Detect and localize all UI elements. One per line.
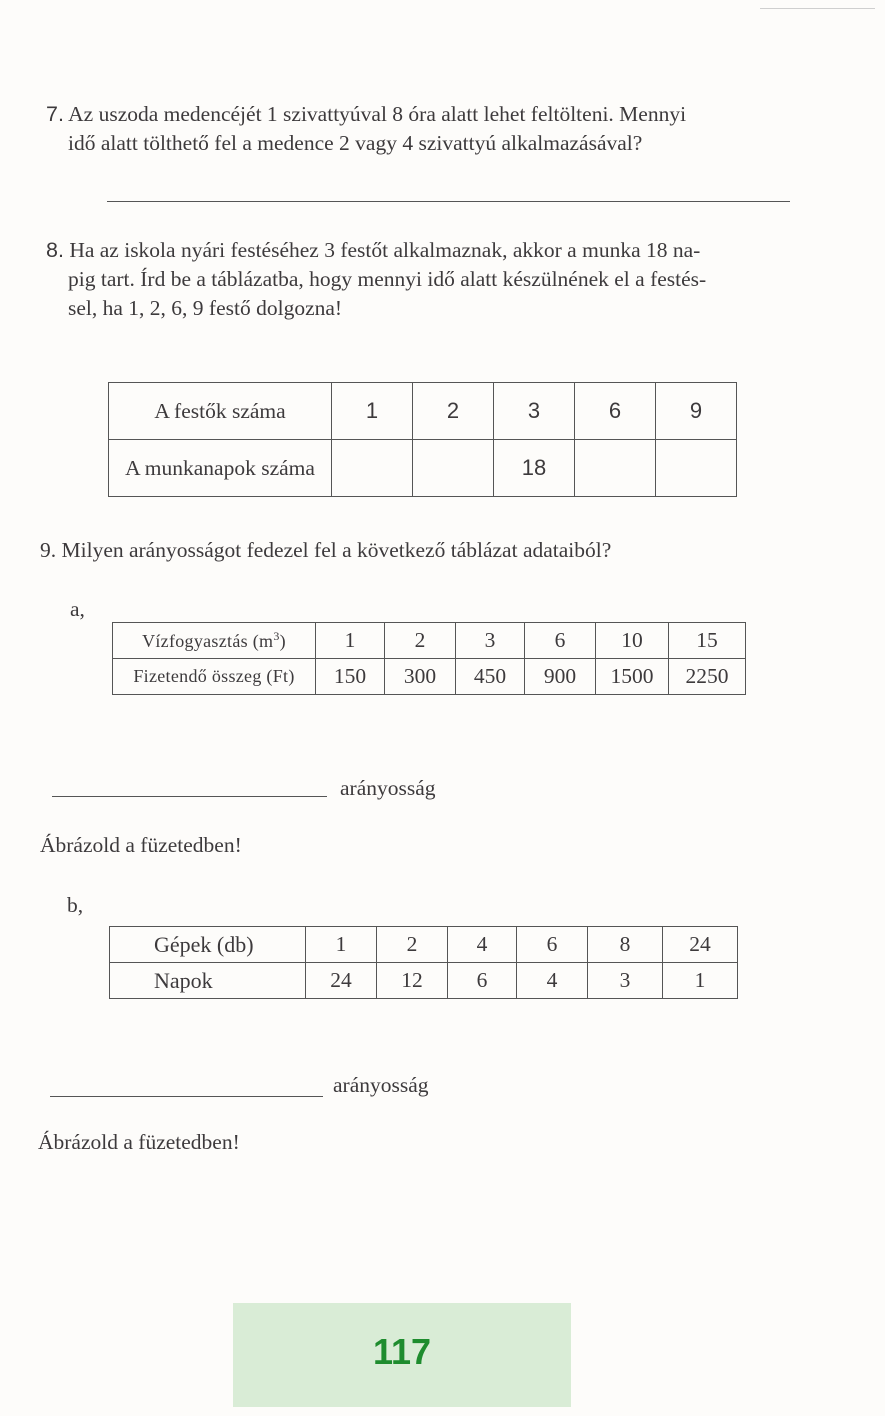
table-cell: 450	[456, 659, 525, 695]
painters-table	[108, 382, 737, 497]
water-cost-table	[112, 622, 746, 695]
part-b-answer-suffix: arányosság	[333, 1073, 429, 1097]
table-cell: 24	[663, 927, 738, 963]
table-cell: 3	[494, 383, 575, 440]
table-cell: 2	[413, 383, 494, 440]
table-cell: 4	[517, 963, 588, 999]
table-cell: 10	[596, 623, 669, 659]
table-cell: 6	[525, 623, 596, 659]
table-row	[109, 440, 737, 497]
question-8	[46, 236, 706, 323]
table-cell: 6	[575, 383, 656, 440]
table-row	[113, 623, 746, 659]
table-cell: 1	[332, 383, 413, 440]
table-row	[113, 659, 746, 695]
answer-cell[interactable]	[656, 440, 737, 497]
table-row	[110, 963, 738, 999]
answer-cell[interactable]	[413, 440, 494, 497]
table-cell: 300	[385, 659, 456, 695]
water-usage-label: Vízfogyasztás $(m^3)$	[113, 623, 316, 659]
table-cell: 6	[517, 927, 588, 963]
question-7	[46, 100, 686, 158]
question-8-line-3: sel, ha 1, 2, 6, 9 festő dolgozna!	[68, 296, 343, 320]
part-b-label: b,	[67, 893, 84, 917]
table-cell: 1500	[596, 659, 669, 695]
payment-label: Fizetendő összeg (Ft)	[113, 659, 316, 695]
table-cell: 15	[669, 623, 746, 659]
table-cell: 2	[377, 927, 448, 963]
table-cell: 8	[588, 927, 663, 963]
part-b-answer-line[interactable]	[50, 1096, 323, 1097]
question-7-line-2: idő alatt tölthető fel a medence 2 vagy 4 szivattyú alkalmazásával?	[68, 131, 643, 155]
table-row	[110, 927, 738, 963]
page-number-box	[233, 1303, 571, 1407]
page-number: 117	[372, 1331, 432, 1372]
part-a-label: a,	[70, 597, 85, 621]
table-cell: 18	[494, 440, 575, 497]
table-cell: 2250	[669, 659, 746, 695]
table-row	[109, 383, 737, 440]
table-cell: 9	[656, 383, 737, 440]
machines-days-table	[109, 926, 738, 999]
part-a-answer-suffix: arányosság	[340, 776, 436, 800]
table-cell: 3	[456, 623, 525, 659]
answer-cell[interactable]	[332, 440, 413, 497]
machines-label: Gépek (db)	[110, 927, 306, 963]
table-cell: 1	[316, 623, 385, 659]
question-7-answer-line[interactable]	[107, 201, 790, 202]
part-a-instruction: Ábrázold a füzetedben!	[40, 833, 242, 857]
painters-count-label: A festők száma	[109, 383, 332, 440]
workdays-count-label: A munkanapok száma	[109, 440, 332, 497]
top-rule	[760, 8, 875, 9]
question-9	[40, 536, 611, 565]
table-cell: 12	[377, 963, 448, 999]
question-8-line-2: pig tart. Írd be a táblázatba, hogy mennyi idő alatt készülnének el a festés-	[68, 267, 707, 291]
answer-cell[interactable]	[575, 440, 656, 497]
table-cell: 3	[588, 963, 663, 999]
question-7-number: 7.	[46, 102, 64, 126]
table-cell: 4	[448, 927, 517, 963]
table-cell: 150	[316, 659, 385, 695]
question-9-text: Milyen arányosságot fedezel fel a következő táblázat adataiból?	[61, 538, 612, 562]
question-8-line-1: Ha az iskola nyári festéséhez 3 festőt alkalmaznak, akkor a munka 18 na-	[69, 238, 701, 262]
question-7-line-1: Az uszoda medencéjét 1 szivattyúval 8 óra alatt lehet feltölteni. Mennyi	[68, 102, 687, 126]
table-cell: 1	[306, 927, 377, 963]
table-cell: 2	[385, 623, 456, 659]
question-9-number: 9.	[40, 538, 57, 562]
table-cell: 1	[663, 963, 738, 999]
table-cell: 900	[525, 659, 596, 695]
table-cell: 6	[448, 963, 517, 999]
table-cell: 24	[306, 963, 377, 999]
question-8-number: 8.	[46, 238, 64, 262]
part-b-instruction: Ábrázold a füzetedben!	[38, 1130, 240, 1154]
days-label: Napok	[110, 963, 306, 999]
part-a-answer-line[interactable]	[52, 796, 327, 797]
